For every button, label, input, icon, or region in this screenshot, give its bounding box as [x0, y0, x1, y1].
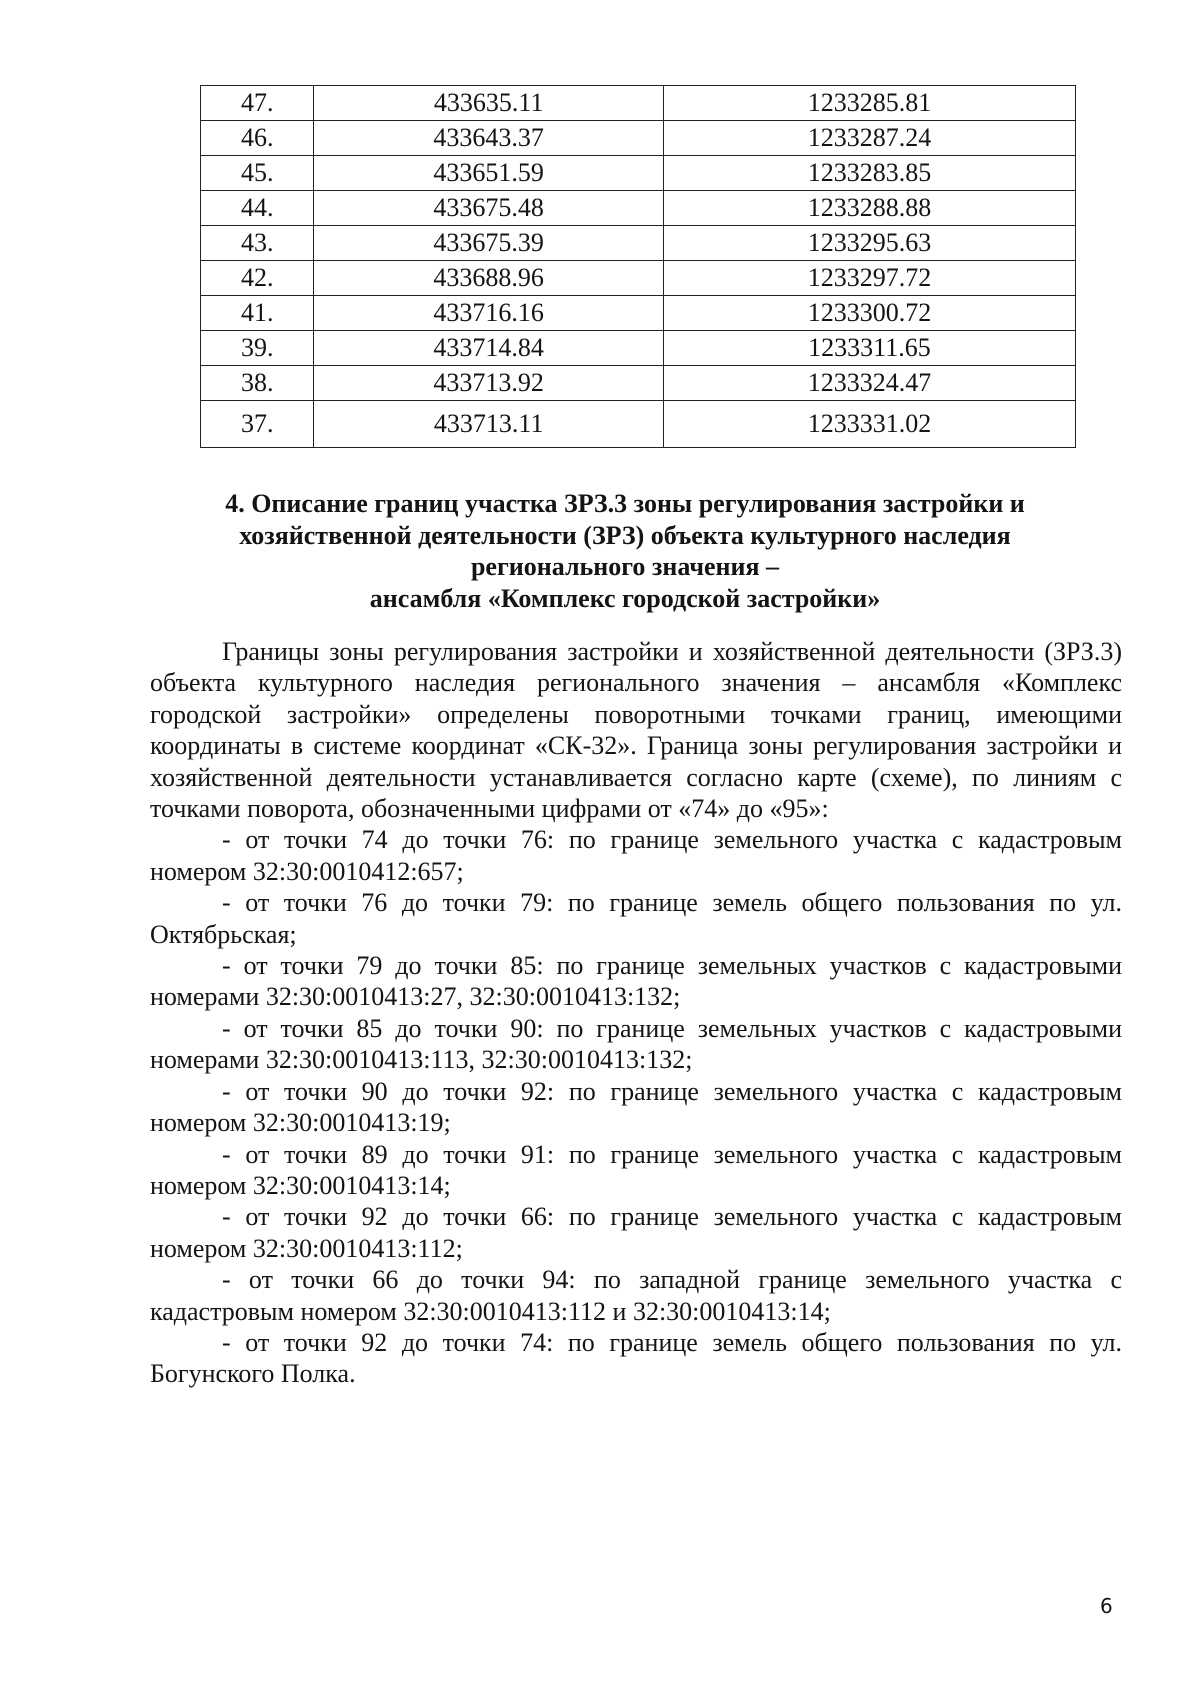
coordinate-x: 433714.84 — [314, 331, 663, 366]
coordinate-x: 433651.59 — [314, 156, 663, 191]
coordinate-x: 433675.48 — [314, 191, 663, 226]
intro-paragraph: Границы зоны регулирования застройки и хозяйственной деятельности (ЗРЗ.3) объекта культурного наследия регионального значения – ансамбля «Комплекс городской застройки» определены поворотными точками границ, имеющими координаты в системе координат «СК-32». Граница зоны регулирования застройки и хозяйственной деятельности устанавливается согласно карте (схеме), по линиям с точками поворота, обозначенными цифрами от «74» до «95»: — [150, 637, 1122, 824]
coordinate-x: 433713.11 — [314, 401, 663, 448]
coordinate-x: 433688.96 — [314, 261, 663, 296]
heading-line: 4. Описание границ участка ЗРЗ.3 зоны регулирования застройки и — [225, 489, 1025, 518]
table-row — [201, 86, 1076, 121]
coordinate-y: 1233324.47 — [663, 366, 1075, 401]
section-body — [150, 636, 1122, 1390]
coordinate-x: 433716.16 — [314, 296, 663, 331]
coordinate-y: 1233331.02 — [663, 401, 1075, 448]
heading-line: ансамбля «Комплекс городской застройки» — [369, 583, 881, 613]
coordinate-x: 433713.92 — [314, 366, 663, 401]
point-number: 37. — [201, 401, 314, 448]
point-number: 47. — [201, 86, 314, 121]
table-row — [201, 401, 1076, 448]
page-number: 6 — [1100, 1594, 1113, 1618]
boundary-item: - от точки 76 до точки 79: по границе земель общего пользования по ул. Октябрьская; — [150, 888, 1122, 949]
heading-line: регионального значения – — [470, 552, 780, 581]
coordinate-x: 433643.37 — [314, 121, 663, 156]
point-number: 39. — [201, 331, 314, 366]
table-row — [201, 121, 1076, 156]
table-row — [201, 191, 1076, 226]
table-row — [201, 331, 1076, 366]
boundary-item: - от точки 85 до точки 90: по границе земельных участков с кадастровыми номерами 32:30:0010413:113, 32:30:0010413:132; — [150, 1013, 1122, 1075]
coordinates-table — [200, 85, 1076, 448]
coordinate-y: 1233287.24 — [663, 121, 1075, 156]
coordinate-y: 1233311.65 — [663, 331, 1075, 366]
point-number: 38. — [201, 366, 314, 401]
boundary-item: - от точки 79 до точки 85: по границе земельных участков с кадастровыми номерами 32:30:0010413:27, 32:30:0010413:132; — [150, 951, 1122, 1012]
boundary-item: - от точки 92 до точки 66: по границе земельного участка с кадастровым номером 32:30:0010413:112; — [150, 1202, 1122, 1263]
coordinate-y: 1233297.72 — [663, 261, 1075, 296]
coordinate-x: 433635.11 — [314, 86, 663, 121]
coordinate-y: 1233283.85 — [663, 156, 1075, 191]
table-row — [201, 156, 1076, 191]
coordinate-x: 433675.39 — [314, 226, 663, 261]
boundary-item: - от точки 92 до точки 74: по границе земель общего пользования по ул. Богунского Полка. — [150, 1327, 1122, 1389]
coordinate-y: 1233295.63 — [663, 226, 1075, 261]
point-number: 43. — [201, 226, 314, 261]
coordinate-y: 1233288.88 — [663, 191, 1075, 226]
point-number: 45. — [201, 156, 314, 191]
coordinate-y: 1233285.81 — [663, 86, 1075, 121]
table-row — [201, 261, 1076, 296]
point-number: 44. — [201, 191, 314, 226]
table-row — [201, 366, 1076, 401]
boundary-item: - от точки 90 до точки 92: по границе земельного участка с кадастровым номером 32:30:0010413:19; — [150, 1076, 1122, 1138]
point-number: 41. — [201, 296, 314, 331]
boundary-item: - от точки 66 до точки 94: по западной границе земельного участка с кадастровым номером 32:30:0010413:112 и 32:30:0010413:14; — [150, 1265, 1122, 1326]
section-heading — [150, 488, 1100, 614]
point-number: 46. — [201, 121, 314, 156]
table-row — [201, 296, 1076, 331]
boundary-item: - от точки 74 до точки 76: по границе земельного участка с кадастровым номером 32:30:0010412:657; — [150, 825, 1122, 886]
boundary-item: - от точки 89 до точки 91: по границе земельного участка с кадастровым номером 32:30:0010413:14; — [150, 1139, 1122, 1200]
point-number: 42. — [201, 261, 314, 296]
table-row — [201, 226, 1076, 261]
heading-line: хозяйственной деятельности (ЗРЗ) объекта культурного наследия — [239, 520, 1011, 550]
coordinate-y: 1233300.72 — [663, 296, 1075, 331]
